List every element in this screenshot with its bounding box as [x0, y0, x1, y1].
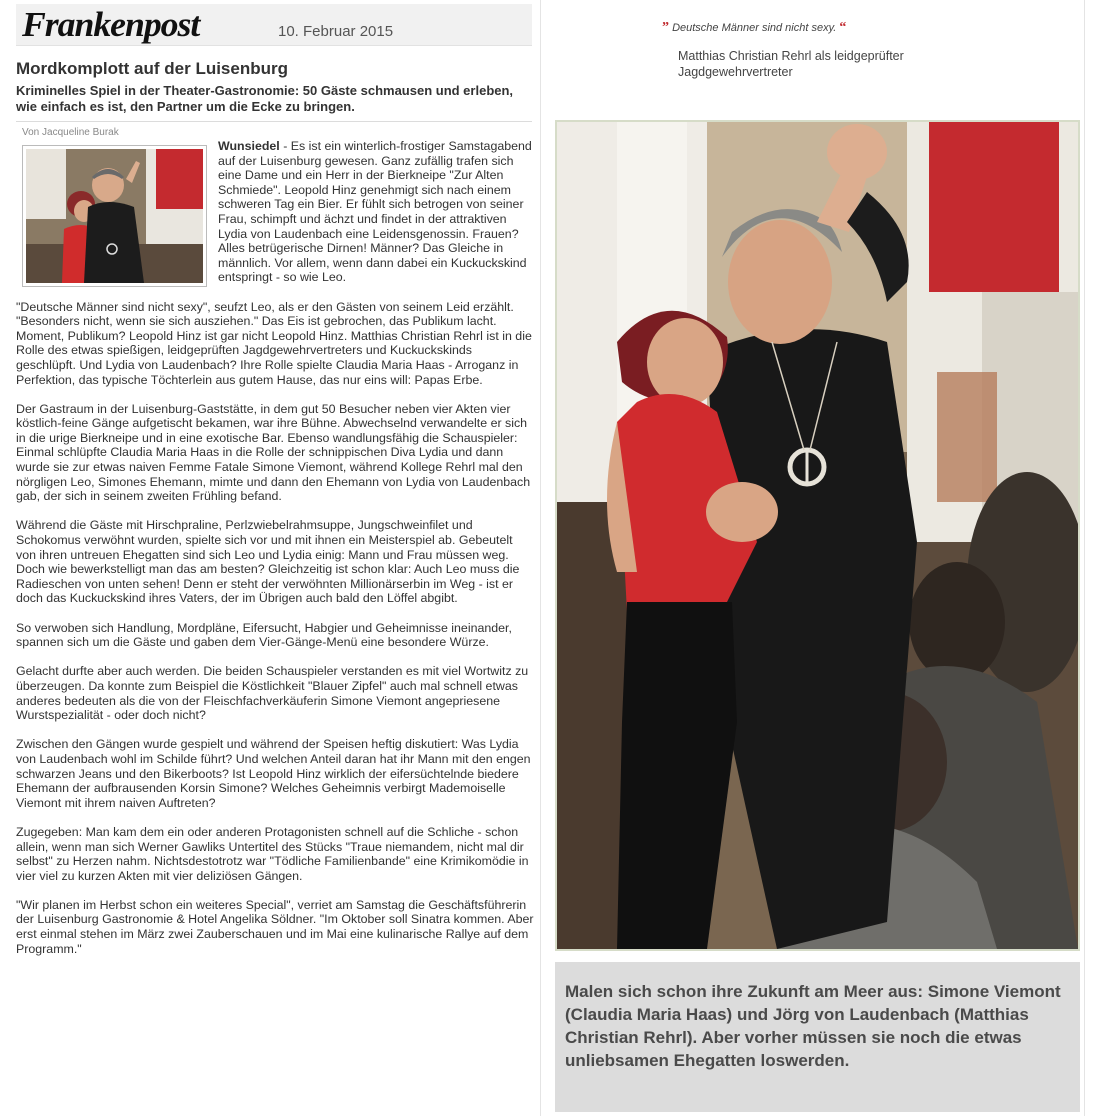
- article-byline: Von Jacqueline Burak: [22, 127, 119, 138]
- article-paragraph-6: Gelacht durfte aber auch werden. Die beiden Schauspieler verstanden es mit viel Wortwitz zu überzeugen. Da konnte zum Beispiel die Köstlichkeit "Blauer Zipfel" auch mal schnell etwas anderes bedeuten als die von der Fleischfachverkäuferin Simone Viemont angepriesene Wurstspezialität - oder doch nicht?: [16, 664, 529, 723]
- sidebar-column: [552, 0, 1082, 1116]
- article-paragraph-9: "Wir planen im Herbst schon ein weiteres Special", verriet am Samstag die Geschäftsführerin der Luisenburg Gastronomie & Hotel Angelika Söldner. "Im Oktober soll Sinatra kommen. Aber erst einmal stehen im März zwei Zauberschauen und im Mai eine kulinarische Rallye auf dem Programm.": [16, 897, 534, 956]
- article-paragraph-4: Während die Gäste mit Hirschpraline, Perlzwiebelrahmsuppe, Jungschweinfilet und Schokomus verwöhnt wurden, spielte sich vor und mit ihnen ein Meisterspiel ab. Gebeutelt von ihren untreuen Ehegatten sind sich Leo und Lydia einig: Mann und Frau müssen weg. Doch wie bewerkstelligt man das am besten? Gleichzeitig ist schon klar: Auch Leo muss die Radieschen von unten sehen! Denn er steht der verwöhnten Millionärserbin im Weg - ist er doch das Kuckuckskind ihres Vaters, der im Übrigen auch bald den Löffel abgibt.: [16, 518, 520, 606]
- newspaper-logo: Frankenpost: [22, 5, 200, 44]
- article-thumbnail[interactable]: [22, 145, 207, 287]
- article-paragraph-8: Zugegeben: Man kam dem ein oder anderen Protagonisten schnell auf die Schliche - schon allein, wenn man sich Werner Gawliks Untertitel des Stücks "Traue niemandem, nicht mal dir selbst" zu Herzen nahm. Nichtsdestotrotz war "Tödliche Familienbande" eine Krimikomödie in vier viel zu kurzen Akten mit vier deliziösen Gängen.: [16, 824, 529, 883]
- header-divider: [16, 121, 532, 122]
- article-headline: Mordkomplott auf der Luisenburg: [16, 59, 288, 78]
- article-location: Wunsiedel: [218, 139, 280, 153]
- quote-close-icon: “: [839, 20, 847, 35]
- paragraph-1-text: - Es ist ein winterlich-frostiger Samstagabend auf der Luisenburg gewesen. Ganz zufällig trafen sich eine Dame und ein Herr in der Bierkneipe "Zur Alten Schmiede". Leopold Hinz genehmigt sich nach einem schweren Tag ein Bier. Er fühlt sich betrogen von seiner Frau, schimpft und ächzt und findet in der attraktiven Lydia von Laudenbach eine Leidensgenossin. Frauen? Alles betrügerische Dirnen! Männer? Das Gleiche in männlich. Vor allem, wenn dann dabei ein Kuckuckskind entspringt - so wie Leo.: [218, 139, 532, 285]
- article-paragraph-3: Der Gastraum in der Luisenburg-Gaststätte, in dem gut 50 Besucher neben vier Akten vier köstlich-feine Gänge aufgetischt bekamen, war ihre Bühne. Abwechselnd verwandelte er sich in die urige Bierkneipe und in eine exotische Bar. Ebenso wandlungsfähig die Schauspieler: Einmal schlüpfte Claudia Maria Haas in die Rolle der schnippischen Diva Lydia und dann wurde sie zur etwas naiven Femme Fatale Simone Viemont, während Kollege Rehrl mal den nörgligen Leo, Simones Ehemann, mimte und dann den Ehemann von Lydia von Laudenbach gab, der sich in seinem zweiten Frühling befand.: [16, 401, 531, 504]
- publication-date: 10. Februar 2015: [278, 23, 394, 40]
- article-column: [16, 4, 532, 1114]
- column-divider: [540, 0, 541, 1116]
- main-photo[interactable]: [555, 120, 1080, 951]
- main-photo-image: [557, 122, 1078, 949]
- article-paragraph-2: "Deutsche Männer sind nicht sexy", seufzt Leo, als er den Gästen von seinem Leid erzählt. "Besonders nicht, wenn sie sich ausziehen." Das Eis ist gebrochen, das Publikum lacht. Moment, Publikum? Leopold Hinz ist gar nicht Leopold Hinz. Matthias Christian Rehrl ist in die Rolle des etwas spießigen, leidgeprüften Jagdgewehrvertreters und Kuckuckskinds geschlüpft. Und Lydia von Laudenbach? Ihre Rolle spielte Claudia Maria Haas - Arroganz in Perfektion, das typische Töchterlein aus gutem Hause, das nur eins will: Papas Erbe.: [16, 299, 532, 387]
- article-subhead: Kriminelles Spiel in der Theater-Gastronomie: 50 Gäste schmausen und erleben, wie einfach es ist, den Partner um die Ecke zu bringen.: [16, 83, 514, 114]
- thumbnail-photo: [26, 149, 203, 283]
- article-paragraph-7: Zwischen den Gängen wurde gespielt und während der Speisen heftig diskutiert: Was Lydia von Laudenbach wohl im Schilde führt? Und welchen Anteil daran hat ihr Mann mit den engen schwarzen Jeans und den Bikerboots? Ist Leopold Hinz wirklich der eifersüchtelnde biedere Ehemann der aufbrausenden Korsin Simone? Welches Geheimnis verbirgt Mademoiselle Viemont mit ihrem naiven Auftreten?: [16, 737, 531, 810]
- photo-caption: Malen sich schon ihre Zukunft am Meer aus: Simone Viemont (Claudia Maria Haas) und Jörg von Laudenbach (Matthias Christian Rehrl). Aber vorher müssen sie noch die etwas unliebsamen Ehegatten loswerden.: [555, 962, 1080, 1112]
- quote-source: Matthias Christian Rehrl als leidgeprüfter Jagdgewehrvertreter: [678, 49, 904, 79]
- pull-quote-text: Deutsche Männer sind nicht sexy.: [672, 22, 837, 34]
- right-border: [1084, 0, 1085, 1116]
- masthead: [16, 4, 532, 46]
- quote-open-icon: ”: [662, 20, 669, 35]
- pull-quote: [662, 20, 846, 36]
- article-paragraph-5: So verwoben sich Handlung, Mordpläne, Eifersucht, Habgier und Geheimnisse ineinander, spannen sich um die Gäste und gaben dem Vier-Gänge-Menü eine besondere Würze.: [16, 620, 512, 650]
